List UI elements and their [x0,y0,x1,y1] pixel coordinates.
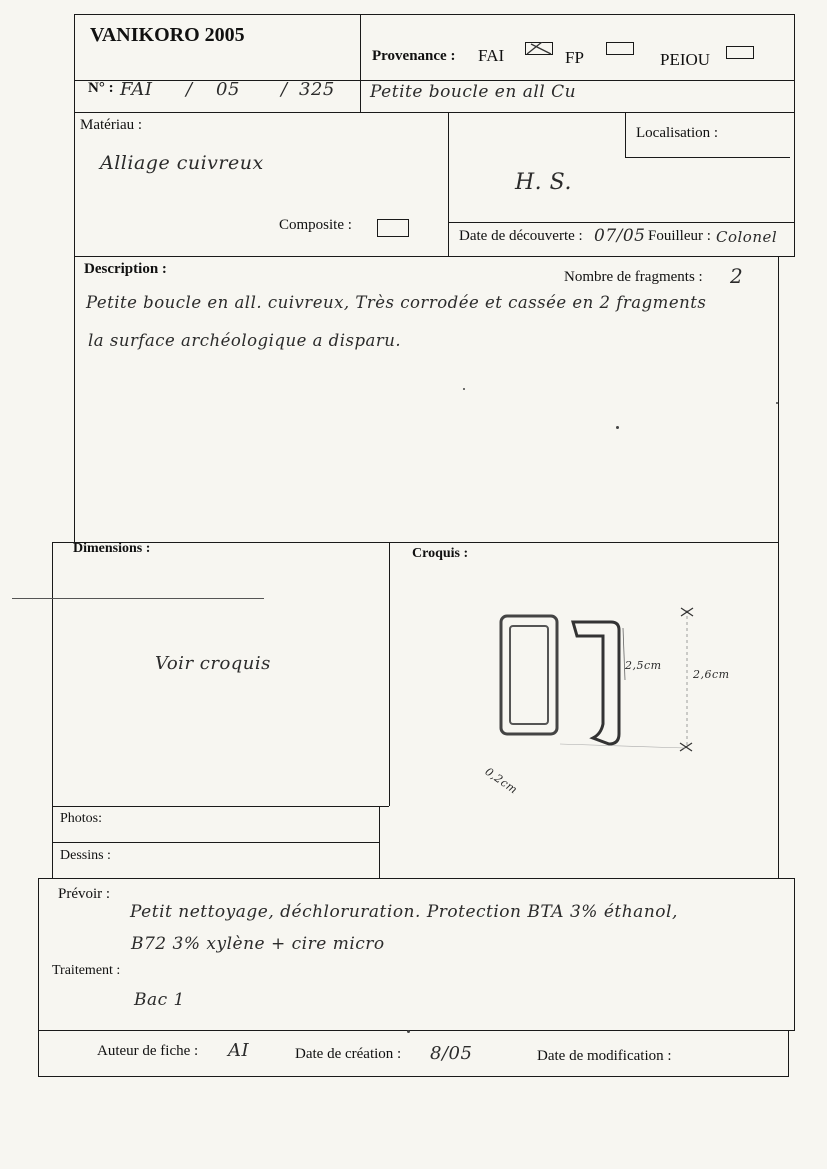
dessins-top-border [52,842,379,843]
localisation-value: H. S. [515,170,572,195]
discovery-date-value: 07/05 [594,226,646,246]
number-row-divider [360,80,361,113]
provenance-label: Provenance : [372,48,456,64]
provenance-fp-checkbox[interactable] [606,42,634,55]
date-row-top-border [448,222,795,223]
provenance-fai-checkbox[interactable] [525,42,553,55]
provenance-option-peiou-label: PEIOU [660,50,711,69]
prevoir-line-1: Petit nettoyage, déchloruration. Protection BTA 3% éthanol, [130,902,678,922]
provenance-option-fp-label: FP [565,48,584,67]
traitement-value: Bac 1 [134,990,185,1010]
form-title: VANIKORO 2005 [90,24,245,46]
material-divider [448,112,449,257]
dessins-label: Dessins : [60,848,111,863]
creation-date-label: Date de création : [295,1046,402,1062]
number-sep-1: / [186,79,193,100]
number-label: N° : [88,80,114,96]
scan-speck [616,426,619,429]
croquis-label: Croquis : [412,546,469,561]
number-id: 325 [299,79,335,100]
checked-cross-icon [525,42,553,55]
number-sep-2: / [281,79,288,100]
provenance-option-fai-label: FAI [478,46,505,65]
scan-speck [463,388,465,390]
dimensions-divider [389,542,390,806]
author-label: Auteur de fiche : [97,1043,199,1059]
localisation-box-bottom [625,157,790,158]
material-value: Alliage cuivreux [100,152,264,174]
photos-label: Photos: [60,811,103,826]
creation-date-value: 8/05 [430,1043,473,1064]
prevoir-label: Prévoir : [58,886,111,902]
description-label: Description : [84,261,167,277]
digger-value: Colonel [716,228,778,246]
discovery-date-label: Date de découverte : [459,228,583,244]
scan-speck [407,1030,410,1033]
croquis-height-label: 2,6cm [693,668,730,681]
digger-label: Fouilleur : [648,228,711,244]
photos-top-border [52,806,389,807]
header-divider [360,14,361,81]
description-line-2: la surface archéologique a disparu. [88,331,402,350]
material-label: Matériau : [80,117,143,133]
composite-label: Composite : [279,217,352,233]
fragments-value: 2 [730,264,744,288]
author-value: AI [228,1040,250,1061]
croquis-sketch [482,600,745,800]
modification-date-label: Date de modification : [537,1048,672,1064]
prevoir-line-2: B72 3% xylène + cire micro [131,934,385,954]
localisation-box-left [625,112,626,157]
description-line-1: Petite boucle en all. cuivreux, Très corrodée et cassée en 2 fragments [86,293,707,312]
stray-line [12,598,264,599]
dimensions-label: Dimensions : [73,541,151,556]
localisation-label: Localisation : [636,125,719,141]
dimensions-value: Voir croquis [155,653,271,674]
traitement-label: Traitement : [52,963,121,978]
croquis-thickness-label: 0,2cm [482,765,520,797]
scan-speck [776,402,778,404]
composite-checkbox[interactable] [377,219,409,237]
fragments-label: Nombre de fragments : [564,269,703,285]
photos-divider [379,806,380,879]
number-year: 05 [216,79,240,100]
object-name: Petite boucle en all Cu [370,82,577,102]
number-prefix: FAI [120,79,153,100]
croquis-width-label: 2,5cm [625,659,662,672]
provenance-peiou-checkbox[interactable] [726,46,754,59]
